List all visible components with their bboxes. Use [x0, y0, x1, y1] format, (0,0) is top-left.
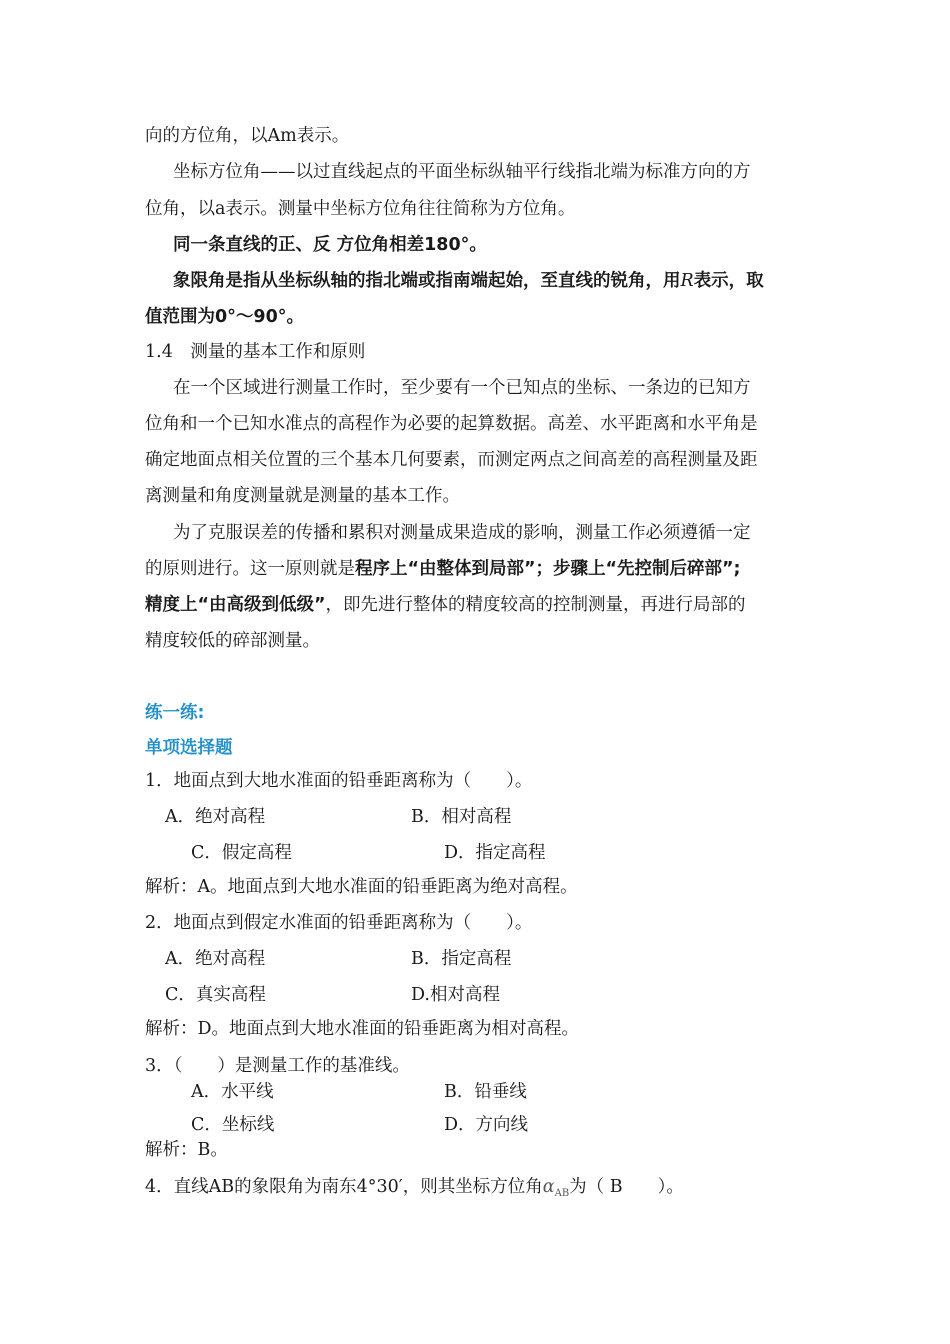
- practice-subheading: 单项选择题: [145, 738, 233, 758]
- paragraph-line: 向的方位角，以Am表示。: [145, 126, 350, 146]
- option-c: C．真实高程: [165, 985, 266, 1005]
- paragraph-line: 位角，以a表示。测量中坐标方位角往往简称为方位角。: [145, 199, 576, 219]
- option-a: A．绝对高程: [165, 949, 266, 969]
- paragraph-text: ，即先进行整体的精度较高的控制测量，再进行局部的: [325, 595, 746, 615]
- bold-statement: 值范围为0°～90°。: [145, 307, 305, 327]
- option-d: D.相对高程: [411, 985, 500, 1005]
- option-d: D．指定高程: [444, 843, 546, 863]
- paragraph-line: 在一个区域进行测量工作时，至少要有一个已知点的坐标、一条边的已知方: [173, 378, 751, 398]
- paragraph-line: 为了克服误差的传播和累积对测量成果造成的影响，测量工作必须遵循一定: [173, 523, 751, 543]
- analysis-text: 解析：B。: [145, 1140, 228, 1160]
- practice-heading: 练一练:: [145, 703, 205, 723]
- option-a: A．绝对高程: [165, 807, 266, 827]
- bold-text: 象限角是指从坐标纵轴的指北端或指南端起始，至直线的锐角，用: [173, 271, 681, 291]
- bold-statement: 同一条直线的正、反 方位角相差180°。: [173, 235, 487, 255]
- option-c: C．假定高程: [191, 843, 292, 863]
- paragraph-line: 坐标方位角——以过直线起点的平面坐标纵轴平行线指北端为标准方向的方: [173, 162, 751, 182]
- bold-text: 表示，取: [693, 271, 764, 291]
- paragraph-line: 精度较低的碎部测量。: [145, 631, 320, 651]
- option-b: B．相对高程: [411, 807, 512, 827]
- analysis-text: 解析：D。地面点到大地水准面的铅垂距离为相对高程。: [145, 1019, 580, 1039]
- paragraph-line: 确定地面点相关位置的三个基本几何要素，而测定两点之间高差的高程测量及距: [145, 450, 758, 470]
- bold-statement: [173, 269, 764, 293]
- question-stem: [145, 1175, 684, 1206]
- paragraph-text: 的原则进行。这一原则就是: [145, 559, 355, 579]
- option-b: B．铅垂线: [444, 1082, 527, 1102]
- symbol-r: R: [680, 271, 694, 291]
- bold-text: 程序上“由整体到局部”；步骤上“先控制后碎部”;: [355, 559, 741, 579]
- option-b: B．指定高程: [411, 949, 512, 969]
- option-d: D．方向线: [444, 1115, 529, 1135]
- paragraph-line: 位角和一个已知水准点的高程作为必要的起算数据。高差、水平距离和水平角是: [145, 414, 758, 434]
- option-c: C．坐标线: [191, 1115, 275, 1135]
- option-a: A．水平线: [191, 1082, 274, 1102]
- paragraph-line: [145, 593, 746, 617]
- paragraph-line: 离测量和角度测量就是测量的基本工作。: [145, 486, 460, 506]
- question-text: 为（ B ）。: [569, 1177, 684, 1197]
- bold-text: 精度上“由高级到低级”: [145, 595, 326, 615]
- question-stem: 1．地面点到大地水准面的铅垂距离称为（ ）。: [145, 771, 533, 791]
- question-stem: 2．地面点到假定水准面的铅垂距离称为（ ）。: [145, 913, 533, 933]
- alpha-symbol: α: [542, 1177, 555, 1197]
- paragraph-line: [145, 557, 741, 581]
- question-text: 4．直线AB的象限角为南东4°30′，则其坐标方位角: [145, 1177, 543, 1197]
- question-stem: 3．（ ）是测量工作的基准线。: [145, 1056, 410, 1076]
- alpha-subscript: AB: [554, 1188, 570, 1199]
- section-heading: 1.4 测量的基本工作和原则: [145, 342, 366, 362]
- analysis-text: 解析：A。地面点到大地水准面的铅垂距离为绝对高程。: [145, 877, 578, 897]
